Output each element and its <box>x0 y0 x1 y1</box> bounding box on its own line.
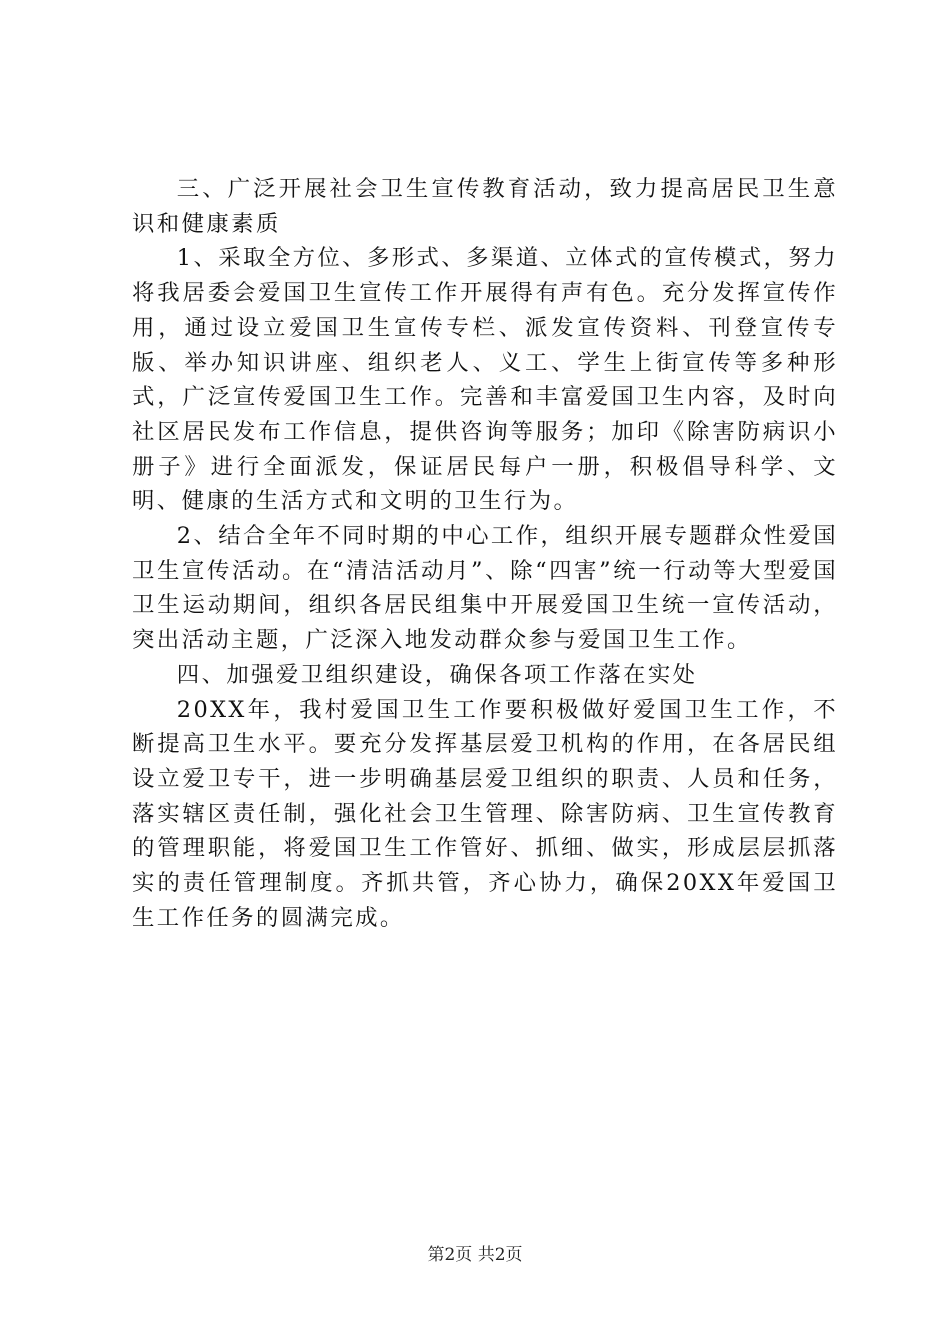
page-number-footer: 第2页 共2页 <box>427 1245 523 1265</box>
section-heading-3: 三、广泛开展社会卫生宣传教育活动，致力提高居民卫生意识和健康素质 <box>132 176 838 237</box>
body-paragraph-1: 1、采取全方位、多形式、多渠道、立体式的宣传模式，努力将我居委会爱国卫生宣传工作开展得有声有色。充分发挥宣传作用，通过设立爱国卫生宣传专栏、派发宣传资料、刊登宣传专版、举办知识讲座、组织老人、义工、学生上街宣传等多种形式，广泛宣传爱国卫生工作。完善和丰富爱国卫生内容，及时向社区居民发布工作信息，提供咨询等服务；加印《除害防病识小册子》进行全面派发，保证居民每户一册，积极倡导科学、文明、健康的生活方式和文明的卫生行为。 <box>132 245 838 515</box>
body-paragraph-2: 2、结合全年不同时期的中心工作，组织开展专题群众性爱国卫生宣传活动。在“清洁活动月”、除“四害”统一行动等大型爱国卫生运动期间，组织各居民组集中开展爱国卫生统一宣传活动，突出活动主题，广泛深入地发动群众参与爱国卫生工作。 <box>132 523 838 654</box>
document-body <box>132 172 838 935</box>
body-paragraph-3: 20XX年，我村爱国卫生工作要积极做好爱国卫生工作，不断提高卫生水平。要充分发挥基层爱卫机构的作用，在各居民组设立爱卫专干，进一步明确基层爱卫组织的职责、人员和任务，落实辖区责任制，强化社会卫生管理、除害防病、卫生宣传教育的管理职能，将爱国卫生工作管好、抓细、做实，形成层层抓落实的责任管理制度。齐抓共管，齐心协力，确保20XX年爱国卫生工作任务的圆满完成。 <box>132 696 838 931</box>
section-heading-4: 四、加强爱卫组织建设，确保各项工作落在实处 <box>176 661 698 688</box>
